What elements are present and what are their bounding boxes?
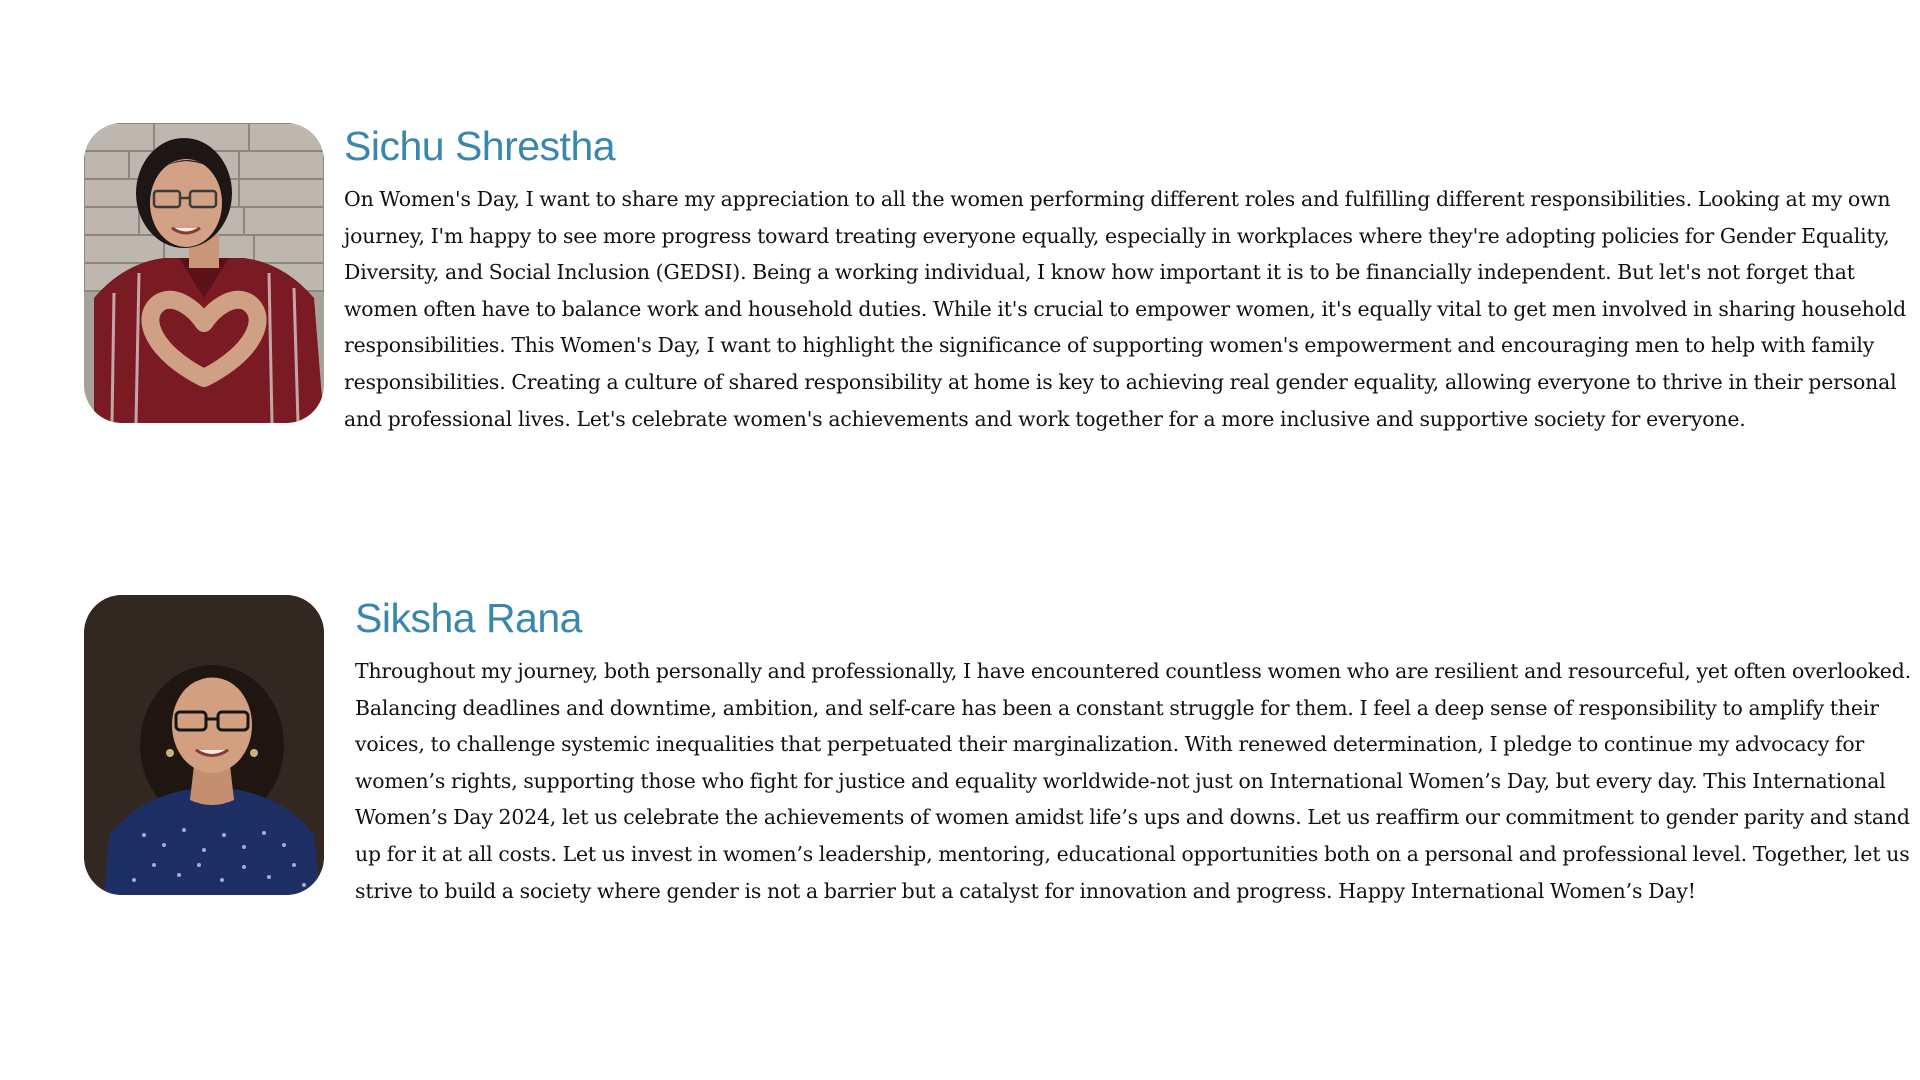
profile-name: Sichu Shrestha bbox=[344, 123, 616, 169]
profile-bio: Throughout my journey, both personally and professionally, I have encountered countless women who are resilient and resourceful, yet often overlooked. Balancing deadlines and downtime, ambition, and self-care has been a constant struggle for them. I feel a deep sense of responsibility to amplify their voices, to challenge systemic inequalities that perpetuated their marginalization. With renewed determination, I pledge to continue my advocacy for women’s rights, supporting those who fight for justice and equality worldwide-not just on International Women’s Day, but every day. This International Women’s Day 2024, let us celebrate the achievements of women amidst life’s ups and downs. Let us reaffirm our commitment to gender parity and stand up for it at all costs. Let us invest in women’s leadership, mentoring, educational opportunities both on a personal and professional level. Together, let us strive to build a society where gender is not a barrier but a catalyst for innovation and progress. Happy International Women’s Day! bbox=[355, 659, 1911, 903]
portrait-image bbox=[84, 595, 324, 895]
profile-bio: On Women's Day, I want to share my appreciation to all the women performing different roles and fulfilling different responsibilities. Looking at my own journey, I'm happy to see more progress toward treating everyone equally, especially in workplaces where they're adopting policies for Gender Equality, Diversity, and Social Inclusion (GEDSI). Being a working individual, I know how important it is to be financially independent. But let's not forget that women often have to balance work and household duties. While it's crucial to empower women, it's equally vital to get men involved in sharing household responsibilities. This Women's Day, I want to highlight the significance of supporting women's empowerment and encouraging men to help with family responsibilities. Creating a culture of shared responsibility at home is key to achieving real gender equality, allowing everyone to thrive in their personal and professional lives. Let's celebrate women's achievements and work together for a more inclusive and supportive society for everyone. bbox=[344, 187, 1907, 431]
profile-content bbox=[344, 123, 1920, 437]
profile-photo bbox=[84, 123, 324, 423]
profile-content bbox=[355, 595, 1920, 909]
portrait-image bbox=[84, 123, 324, 423]
profile-photo bbox=[84, 595, 324, 895]
profile-name: Siksha Rana bbox=[355, 595, 582, 641]
